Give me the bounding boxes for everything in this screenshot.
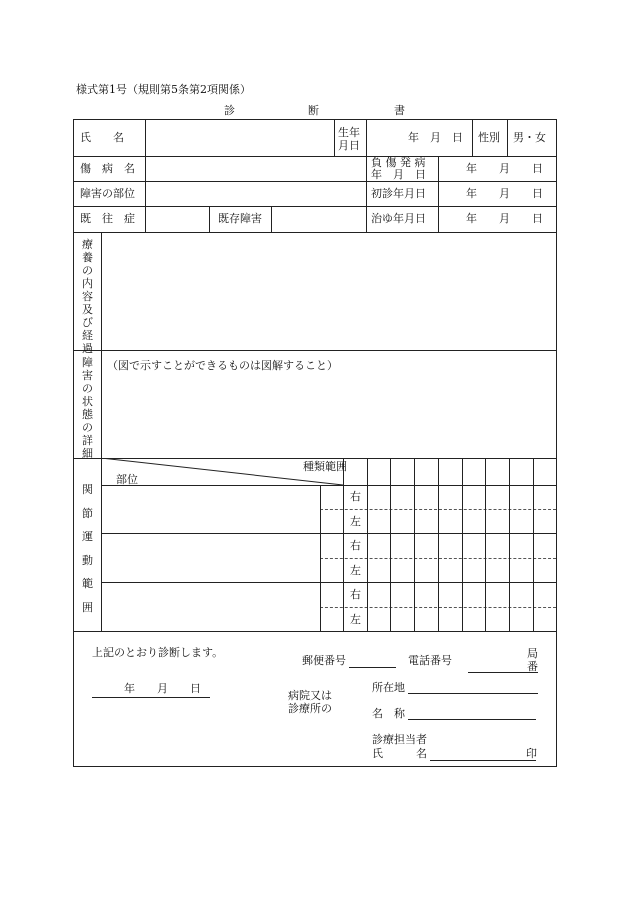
- address-label: 所在地: [372, 681, 405, 694]
- cure-date-value[interactable]: 年 月 日: [466, 212, 543, 225]
- bureau-label: 局 番: [527, 647, 538, 673]
- onset-date-value[interactable]: 年 月 日: [466, 162, 543, 175]
- joint-left-3: 左: [350, 613, 361, 626]
- existing-disability-field[interactable]: [272, 207, 365, 231]
- postal-code-field[interactable]: [349, 667, 396, 668]
- onset-date-label: 負 傷 発 病 年 月 日: [371, 156, 426, 181]
- phone-label: 電話番号: [408, 654, 452, 667]
- joint-right-3: 右: [350, 588, 361, 601]
- joint-range-label: 関節運動範囲: [82, 483, 93, 614]
- birth-date-value[interactable]: 年 月 日: [408, 131, 463, 144]
- doctor-label: 診療担当者: [372, 733, 427, 746]
- certification-date[interactable]: 年 月 日: [124, 682, 201, 695]
- name-label: 氏 名: [80, 131, 124, 144]
- medical-certificate-form: [73, 119, 557, 767]
- disability-site-field[interactable]: [146, 182, 365, 205]
- facility-name-label: 名 称: [372, 707, 405, 720]
- birth-date-label: 生年 月日: [338, 126, 360, 152]
- disability-site-label: 障害の部位: [80, 187, 135, 200]
- first-visit-value[interactable]: 年 月 日: [466, 187, 543, 200]
- title-char-3: 書: [394, 104, 405, 117]
- type-range-label: 種類範囲: [303, 460, 347, 473]
- injury-label: 傷 病 名: [80, 162, 135, 175]
- sex-value[interactable]: 男・女: [513, 131, 546, 144]
- history-field[interactable]: [146, 207, 208, 231]
- treatment-label: 療養の内容及び経過: [82, 238, 93, 355]
- date-underline: [92, 697, 210, 698]
- injury-field[interactable]: [146, 157, 365, 180]
- cure-date-label: 治ゆ年月日: [371, 212, 426, 225]
- doctor-name-field[interactable]: [430, 760, 536, 761]
- disability-detail-note: （図で示すことができるものは図解すること）: [107, 359, 338, 372]
- disability-detail-field[interactable]: [102, 376, 556, 456]
- doctor-name-label: 氏 名: [372, 747, 427, 760]
- seal-label: 印: [526, 747, 537, 760]
- treatment-field[interactable]: [102, 233, 556, 349]
- facility-name-field[interactable]: [408, 719, 536, 720]
- title-char-2: 断: [308, 104, 319, 117]
- joint-right-2: 右: [350, 539, 361, 552]
- title-char-1: 診: [224, 104, 235, 117]
- joint-site-label: 部位: [116, 473, 138, 486]
- postal-code-label: 郵便番号: [302, 654, 346, 667]
- history-label: 既 往 症: [80, 212, 135, 225]
- joint-left-2: 左: [350, 564, 361, 577]
- form-number: 様式第1号（規則第5条第2項関係）: [76, 83, 251, 96]
- joint-right-1: 右: [350, 490, 361, 503]
- address-field[interactable]: [408, 693, 538, 694]
- joint-left-1: 左: [350, 515, 361, 528]
- existing-disability-label: 既存障害: [218, 212, 262, 225]
- sex-label: 性別: [478, 131, 500, 144]
- disability-detail-label: 障害の状態の詳細: [82, 356, 93, 460]
- first-visit-label: 初診年月日: [371, 187, 426, 200]
- name-field[interactable]: [146, 121, 333, 155]
- hospital-label: 病院又は 診療所の: [288, 689, 332, 715]
- certification-statement: 上記のとおり診断します。: [92, 646, 224, 659]
